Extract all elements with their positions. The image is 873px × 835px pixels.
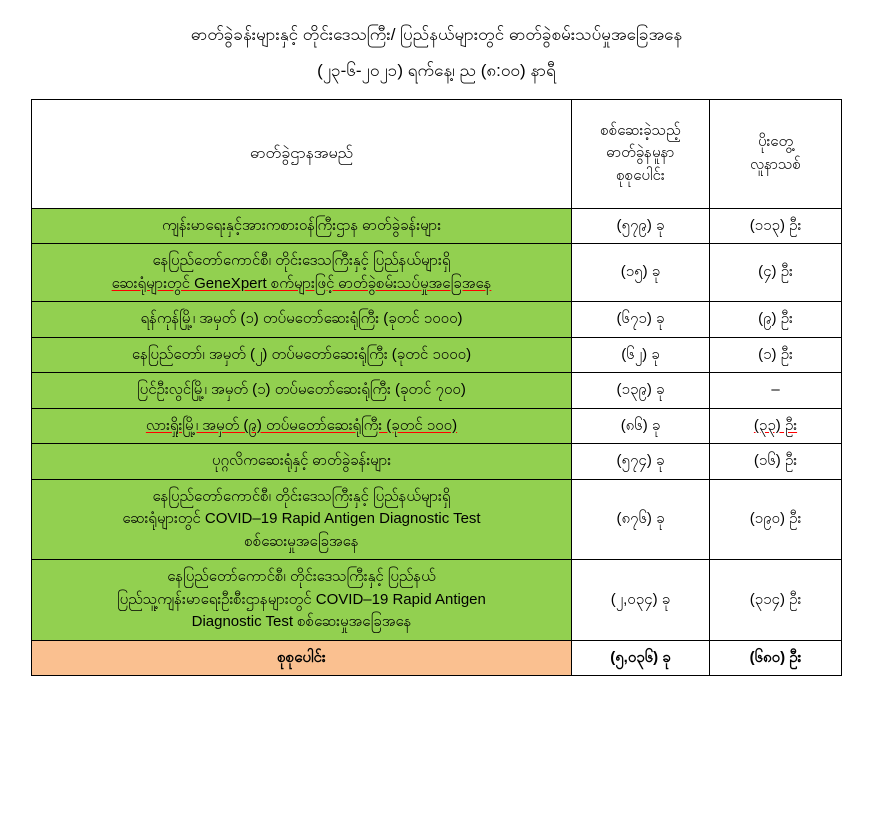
lab-name-line: ဆေးရုံများတွင် GeneXpert စက်များဖြင့် ဓာတ်ခွဲစမ်းသပ်မှုအခြေအနေ (111, 274, 492, 292)
table-row (32, 337, 842, 373)
tested-count-cell: (၁၅) ခု (572, 244, 710, 302)
positive-count-cell: (၁) ဦး (710, 337, 842, 373)
positive-count-cell: (၃၃) ဦး (710, 408, 842, 444)
table-row (32, 560, 842, 641)
total-positive-cell: (၆၈၀) ဦး (710, 640, 842, 676)
table-row (32, 444, 842, 480)
tested-count-cell: (၂,၀၃၄) ခု (572, 560, 710, 641)
tested-count-cell: (၆၇၁) ခု (572, 302, 710, 338)
tested-count-cell: (၅၇၄) ခု (572, 444, 710, 480)
column-header-tested-line1: စစ်ဆေးခဲ့သည့် (600, 121, 681, 139)
column-header-positive-new (710, 99, 842, 208)
positive-count-cell: (၁၁၃) ဦး (710, 208, 842, 244)
lab-name-line: ကျန်းမာရေးနှင့်အားကစားဝန်ကြီးဌာန ဓာတ်ခွဲခန်းများ (161, 216, 442, 234)
lab-name-line: နေပြည်တော်၊ အမှတ် (၂) တပ်မတော်ဆေးရုံကြီး (ခုတင် ၁၀၀၀) (131, 345, 472, 363)
positive-count-cell: (၃၁၄) ဦး (710, 560, 842, 641)
total-tested-cell: (၅,၀၃၆) ခု (572, 640, 710, 676)
table-header (32, 99, 842, 208)
lab-name-line: Diagnostic Test စစ်ဆေးမှုအခြေအနေ (191, 613, 412, 631)
lab-name-line: ရန်ကုန်မြို့၊ အမှတ် (၁) တပ်မတော်ဆေးရုံကြီး (ခုတင် ၁၀၀၀) (140, 310, 463, 328)
tested-count-cell: (၅၇၉) ခု (572, 208, 710, 244)
column-header-positive-line2: လူနာသစ် (750, 155, 801, 173)
lab-name-cell (32, 373, 572, 409)
table-header-row (32, 99, 842, 208)
lab-name-line: ပြည်သူ့ကျန်းမာရေးဦးစီးဌာနများတွင် COVID–19 Rapid Antigen (117, 590, 486, 608)
column-header-tested-total (572, 99, 710, 208)
lab-name-cell (32, 444, 572, 480)
column-header-positive-line1: ပိုးတွေ့ (757, 133, 794, 151)
lab-name-cell (32, 302, 572, 338)
page-subtitle: (၂၃-၆-၂၀၂၁) ရက်နေ့၊ ည (၈:၀၀) နာရီ (317, 61, 556, 81)
lab-name-cell (32, 560, 572, 641)
lab-name-line: ဆေးရုံများတွင် COVID–19 Rapid Antigen Diagnostic Test (122, 510, 481, 528)
tested-count-cell: (၈၇၆) ခု (572, 479, 710, 560)
positive-count-cell: (၁၉၀) ဦး (710, 479, 842, 560)
lab-name-line: စစ်ဆေးမှုအခြေအနေ (244, 532, 359, 550)
lab-name-cell (32, 337, 572, 373)
table-row (32, 479, 842, 560)
lab-name-line: နေပြည်တော်ကောင်စီ၊ တိုင်းဒေသကြီးနှင့် ပြည်နယ်များရှိ (152, 487, 451, 505)
total-label-cell: စုစုပေါင်း (32, 640, 572, 676)
tested-count-cell: (၁၃၉) ခု (572, 373, 710, 409)
column-header-tested-line2: ဓာတ်ခွဲနမူနာ (606, 144, 675, 162)
column-header-tested-line3: စုစုပေါင်း (616, 166, 665, 184)
tested-count-cell: (၆၂) ခု (572, 337, 710, 373)
table-row (32, 208, 842, 244)
table-row (32, 244, 842, 302)
table-total-row (32, 640, 842, 676)
table-row (32, 302, 842, 338)
positive-count-cell: – (710, 373, 842, 409)
table-row (32, 373, 842, 409)
lab-name-cell (32, 244, 572, 302)
positive-count-cell: (၁၆) ဦး (710, 444, 842, 480)
positive-count-cell: (၄) ဦး (710, 244, 842, 302)
page-title: ဓာတ်ခွဲခန်းများနှင့် တိုင်းဒေသကြီး/ ပြည်နယ်များတွင် ဓာတ်ခွဲစမ်းသပ်မှုအခြေအနေ (190, 25, 683, 44)
table-body (32, 208, 842, 676)
lab-name-line: နေပြည်တော်ကောင်စီ၊ တိုင်းဒေသကြီးနှင့် ပြည်နယ် (167, 568, 436, 586)
lab-name-line: ပုဂ္ဂလိကဆေးရုံနှင့် ဓာတ်ခွဲခန်းများ (211, 452, 392, 470)
lab-name-line: လားရှိုးမြို့၊ အမှတ် (၉) တပ်မတော်ဆေးရုံကြီး (ခုတင် ၁၀၀) (145, 416, 458, 434)
positive-count-cell: (၉) ဦး (710, 302, 842, 338)
lab-name-cell (32, 408, 572, 444)
lab-name-line: ပြင်ဦးလွင်မြို့၊ အမှတ် (၁) တပ်မတော်ဆေးရုံကြီး (ခုတင် ၇၀၀) (137, 381, 466, 399)
lab-name-line: နေပြည်တော်ကောင်စီ၊ တိုင်းဒေသကြီးနှင့် ပြည်နယ်များရှိ (152, 252, 451, 270)
lab-name-cell (32, 479, 572, 560)
column-header-lab-name: ဓာတ်ခွဲဌာနအမည် (32, 99, 572, 208)
tested-count-cell: (၈၆) ခု (572, 408, 710, 444)
lab-name-cell (32, 208, 572, 244)
lab-testing-table (31, 99, 842, 677)
table-row (32, 408, 842, 444)
